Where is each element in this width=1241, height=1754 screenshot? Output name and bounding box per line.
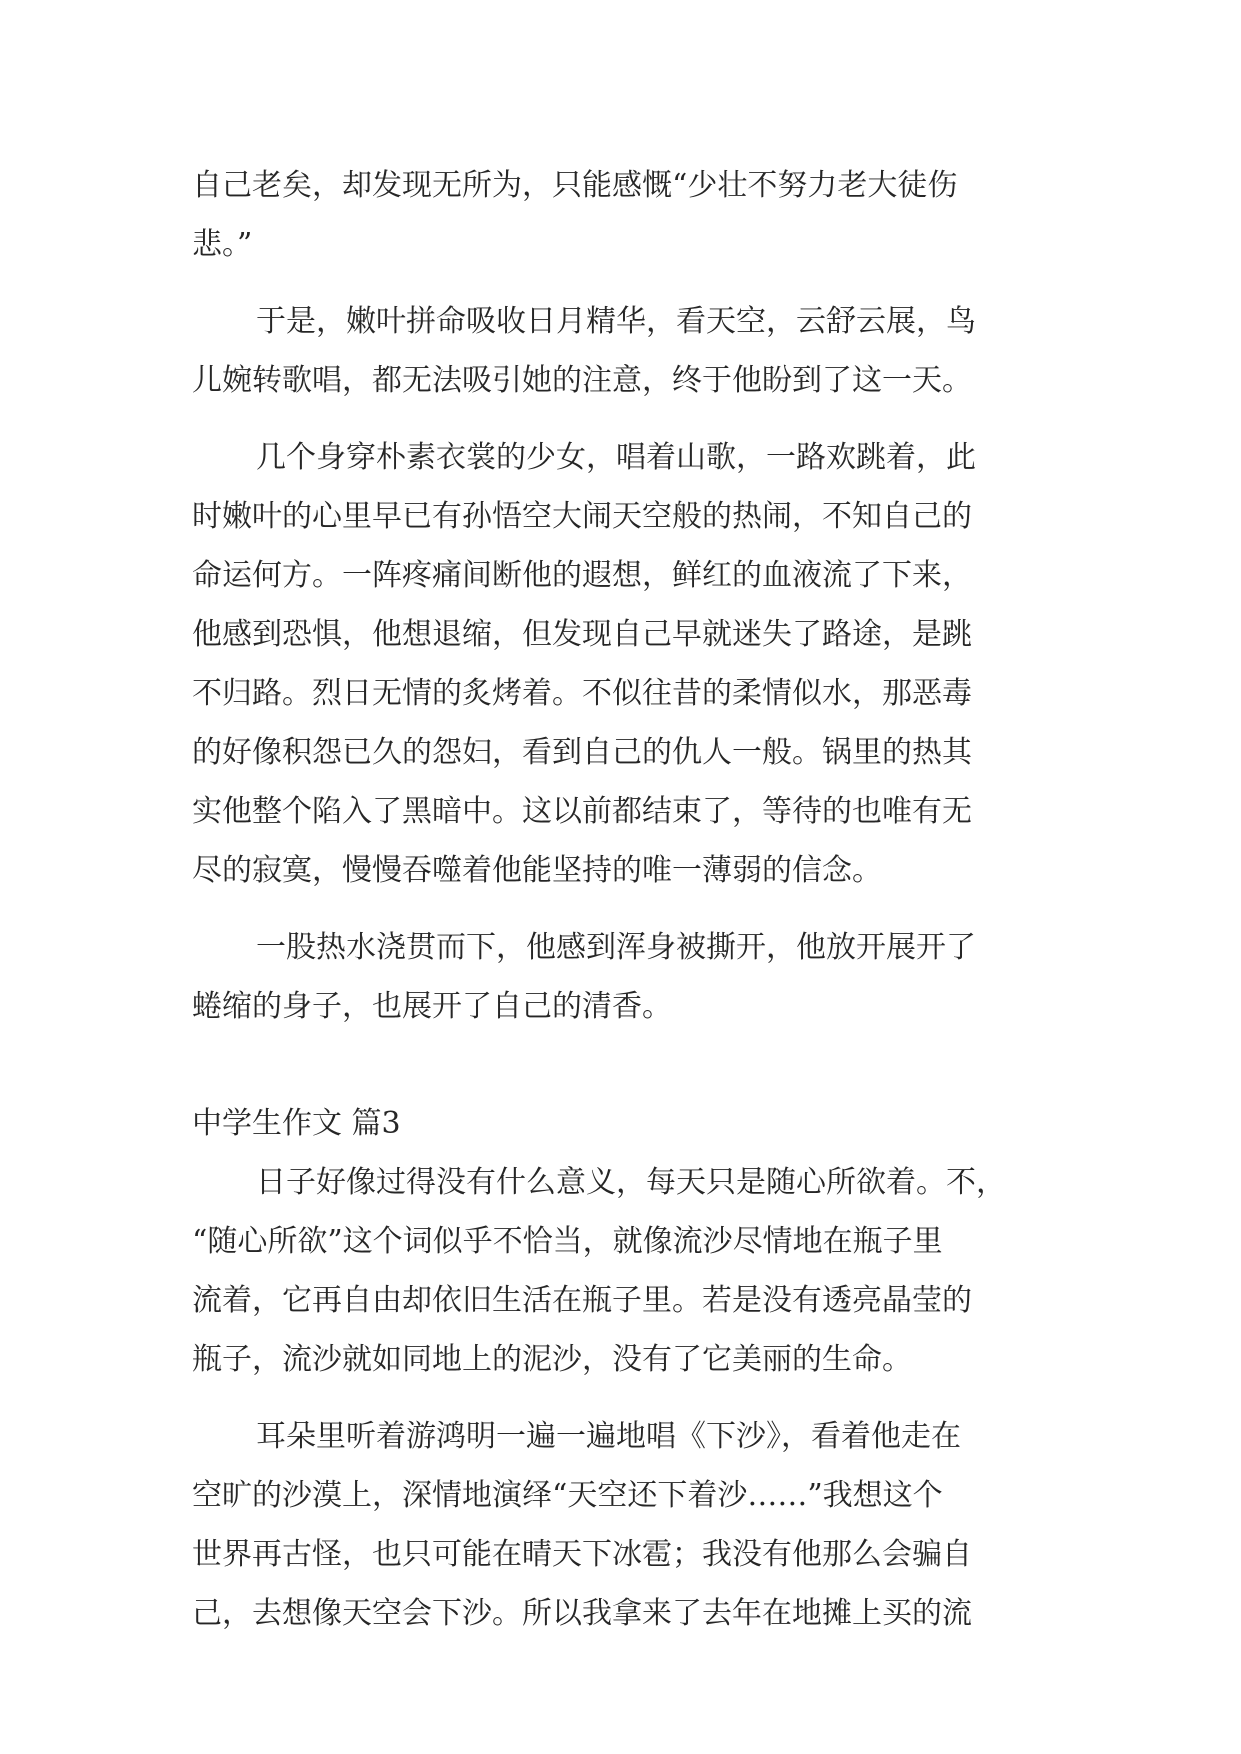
- paragraph: [192, 428, 1052, 900]
- text-line: 他感到恐惧，他想退缩，但发现自己早就迷失了路途，是跳: [192, 617, 972, 652]
- text-line: 尽的寂寞，慢慢吞噬着他能坚持的唯一薄弱的信念。: [192, 853, 882, 888]
- text-line: 世界再古怪，也只可能在晴天下冰雹；我没有他那么会骗自: [192, 1537, 972, 1572]
- paragraph: [192, 1153, 1052, 1389]
- document-body: [192, 156, 1052, 1643]
- text-line: 蜷缩的身子，也展开了自己的清香。: [192, 989, 672, 1024]
- text-line: 的好像积怨已久的怨妇，看到自己的仇人一般。锅里的热其: [192, 735, 972, 770]
- paragraph: [192, 156, 1052, 274]
- text-line: 悲。”: [192, 227, 253, 262]
- paragraph: [192, 292, 1052, 410]
- section-heading: 中学生作文 篇3: [192, 1106, 401, 1141]
- text-line: 一股热水浇贯而下，他感到浑身被撕开，他放开展开了: [256, 930, 976, 965]
- paragraph: [192, 918, 1052, 1036]
- text-line: 几个身穿朴素衣裳的少女，唱着山歌，一路欢跳着，此: [256, 440, 976, 475]
- text-line: 时嫩叶的心里早已有孙悟空大闹天空般的热闹，不知自己的: [192, 499, 972, 534]
- paragraph: [192, 1407, 1052, 1643]
- text-line: 流着，它再自由却依旧生活在瓶子里。若是没有透亮晶莹的: [192, 1283, 972, 1318]
- text-line: 瓶子，流沙就如同地上的泥沙，没有了它美丽的生命。: [192, 1342, 912, 1377]
- text-line: 日子好像过得没有什么意义，每天只是随心所欲着。不，: [256, 1165, 1006, 1200]
- text-line: 己，去想像天空会下沙。所以我拿来了去年在地摊上买的流: [192, 1596, 972, 1631]
- text-line: 儿婉转歌唱，都无法吸引她的注意，终于他盼到了这一天。: [192, 363, 972, 398]
- text-line: 于是，嫩叶拼命吸收日月精华，看天空，云舒云展，鸟: [256, 304, 976, 339]
- text-line: 实他整个陷入了黑暗中。这以前都结束了，等待的也唯有无: [192, 794, 972, 829]
- text-line: 不归路。烈日无情的炙烤着。不似往昔的柔情似水，那恶毒: [192, 676, 972, 711]
- text-line: “随心所欲”这个词似乎不恰当，就像流沙尽情地在瓶子里: [192, 1224, 943, 1259]
- text-line: 命运何方。一阵疼痛间断他的遐想，鲜红的血液流了下来，: [192, 558, 972, 593]
- text-line: 耳朵里听着游鸿明一遍一遍地唱《下沙》，看着他走在: [256, 1419, 961, 1454]
- text-line: 空旷的沙漠上，深情地演绎“天空还下着沙……”我想这个: [192, 1478, 943, 1513]
- text-line: 自己老矣，却发现无所为，只能感慨“少壮不努力老大徒伤: [192, 168, 958, 203]
